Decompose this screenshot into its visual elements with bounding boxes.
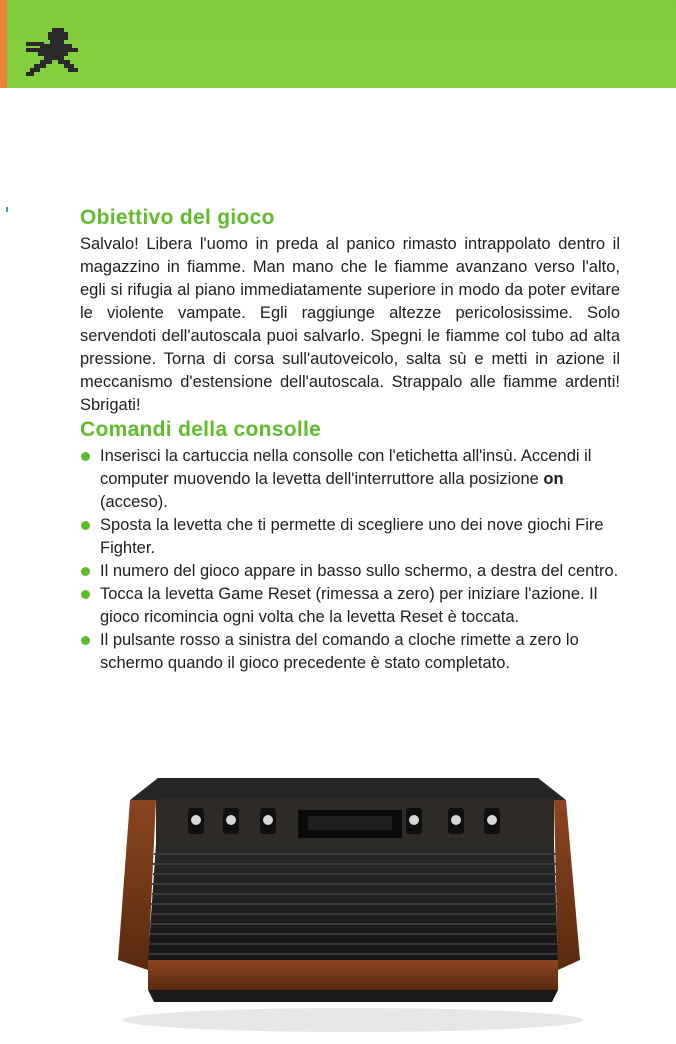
- list-item: Tocca la levetta Game Reset (rimessa a zero) per iniziare l'azione. Il gioco ricomincia ogni volta che la levetta Reset è toccata.: [80, 583, 620, 629]
- margin-tick: [6, 207, 8, 212]
- bullet-icon: [81, 567, 90, 576]
- bullet-icon: [81, 452, 90, 461]
- list-item: Inserisci la cartuccia nella consolle con l'etichetta all'insù. Accendi il computer muovendo la levetta dell'interruttore alla posizione on (acceso).: [80, 445, 620, 514]
- page-content: [80, 205, 620, 675]
- bullet-icon: [81, 521, 90, 530]
- bullet-icon: [81, 590, 90, 599]
- game-console-photo: [118, 770, 588, 1035]
- running-man-pixel-icon: [26, 28, 84, 78]
- controls-heading: Comandi della consolle: [80, 418, 322, 441]
- orange-accent-strip: [0, 0, 7, 88]
- list-item: Sposta la levetta che ti permette di scegliere uno dei nove giochi Fire Fighter.: [80, 514, 620, 560]
- top-header-band: [0, 0, 676, 88]
- bullet-icon: [81, 636, 90, 645]
- objective-heading: Obiettivo del gioco: [80, 206, 275, 229]
- on-emphasis: on: [543, 470, 564, 488]
- controls-list: [80, 445, 620, 675]
- console-switch-panel: [188, 808, 500, 838]
- list-item: Il pulsante rosso a sinistra del comando a cloche rimette a zero lo schermo quando il gioco precedente è stato completato.: [80, 629, 620, 675]
- list-item: Il numero del gioco appare in basso sullo schermo, a destra del centro.: [80, 560, 620, 583]
- objective-paragraph: Salvalo! Libera l'uomo in preda al panico rimasto intrappolato dentro il magazzino in fiamme. Man mano che le fiamme avanzano verso l'alto, egli si rifugia al piano immediatamente superiore in modo da poter evitare le violente vampate. Egli raggiunge altezze pericolosissime. Solo servendoti dell'autoscala puoi salvarlo. Spegni le fiamme col tubo ad alta pressione. Torna di corsa sull'autoveicolo, salta sù e metti in azione il meccanismo d'estensione dell'autoscala. Strappalo alle fiamme ardenti! Sbrigati!: [80, 235, 620, 414]
